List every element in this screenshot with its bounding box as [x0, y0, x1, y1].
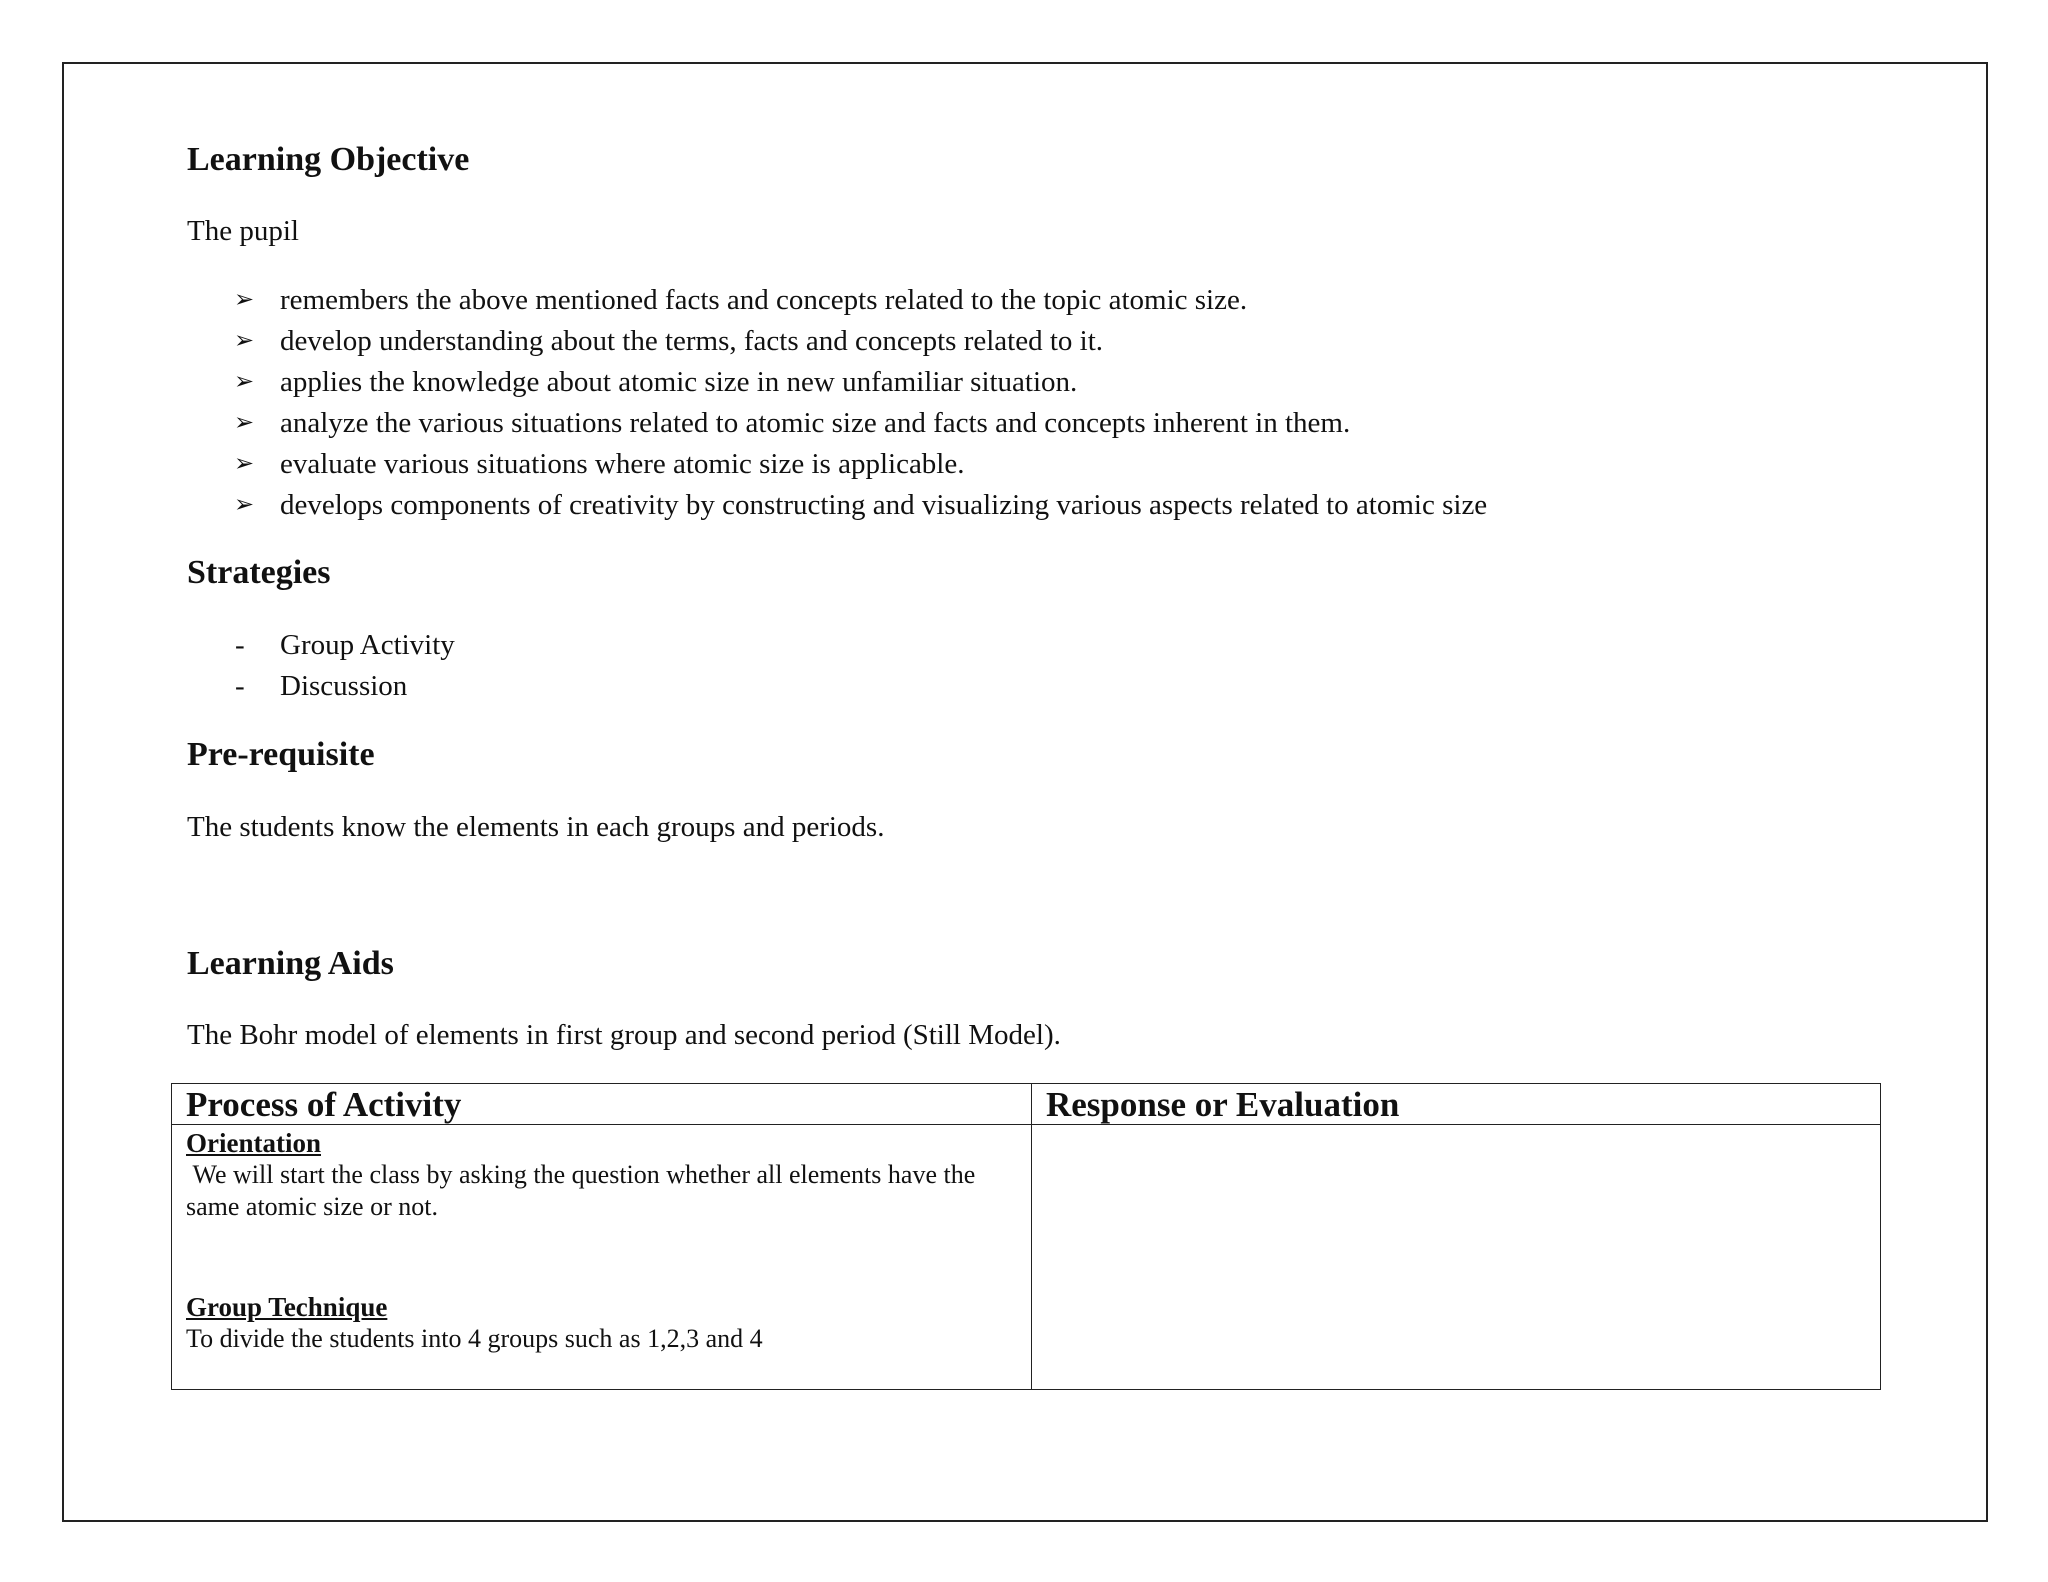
- table-row: [172, 1125, 1881, 1390]
- table-header-row: [172, 1084, 1881, 1125]
- arrow-bullet-icon: ➢: [234, 287, 255, 313]
- dash-bullet-icon: -: [235, 670, 245, 702]
- orientation-heading: Orientation: [186, 1128, 321, 1158]
- arrow-bullet-icon: ➢: [234, 369, 255, 395]
- prerequisite-heading: Pre-requisite: [187, 736, 375, 773]
- response-cell: [1032, 1125, 1881, 1390]
- cell-spacer: [186, 1223, 1017, 1291]
- arrow-bullet-icon: ➢: [234, 492, 255, 518]
- arrow-bullet-icon: ➢: [234, 410, 255, 436]
- learning-aids-text: The Bohr model of elements in first group and second period (Still Model).: [187, 1019, 1061, 1051]
- learning-objective-intro: The pupil: [187, 215, 299, 247]
- dash-bullet-icon: -: [235, 629, 245, 661]
- group-technique-text: To divide the students into 4 groups such as 1,2,3 and 4: [186, 1324, 763, 1353]
- response-evaluation-header: Response or Evaluation: [1032, 1084, 1881, 1125]
- orientation-text: We will start the class by asking the question whether all elements have the same atomic size or not.: [186, 1160, 982, 1221]
- process-of-activity-header: Process of Activity: [172, 1084, 1032, 1125]
- strategies-heading: Strategies: [187, 554, 331, 591]
- learning-objective-heading: Learning Objective: [187, 141, 470, 178]
- learning-aids-heading: Learning Aids: [187, 945, 394, 982]
- activity-table: [171, 1083, 1881, 1390]
- group-technique-heading: Group Technique: [186, 1292, 388, 1322]
- arrow-bullet-icon: ➢: [234, 451, 255, 477]
- arrow-bullet-icon: ➢: [234, 328, 255, 354]
- prerequisite-text: The students know the elements in each groups and periods.: [187, 811, 885, 843]
- process-cell: [172, 1125, 1032, 1390]
